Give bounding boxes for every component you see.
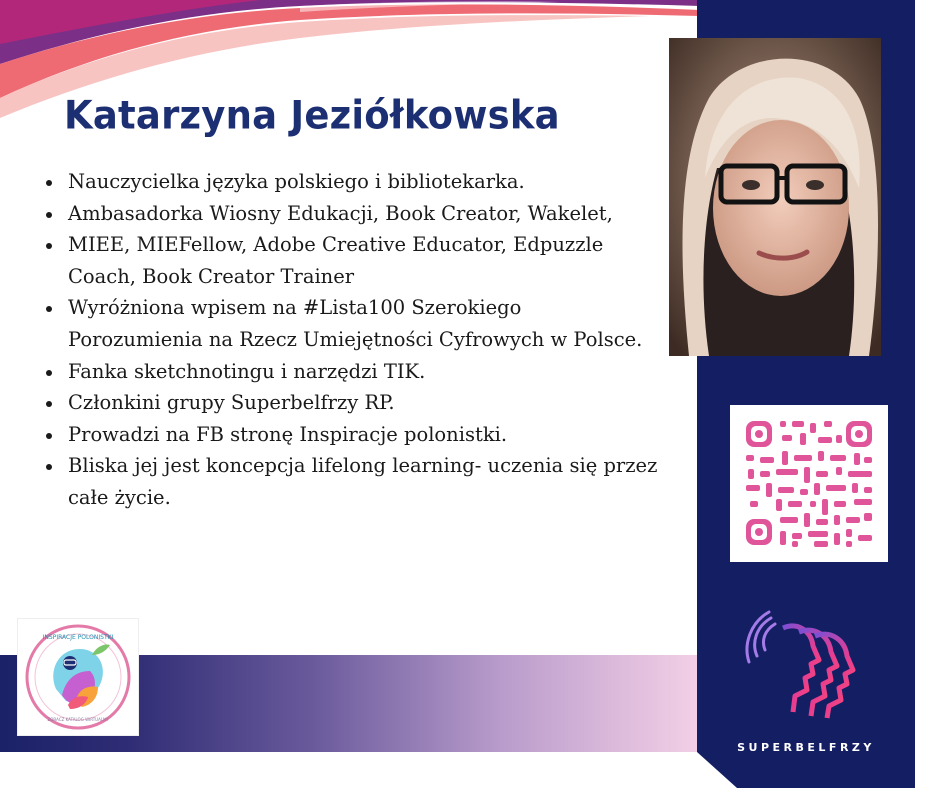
badge-top-text: INSPIRACJE POLONISTKI (42, 634, 114, 641)
bio-bullet: Fanka sketchnotingu i narzędzi TIK. (42, 356, 662, 388)
bio-bullet: Nauczycielka języka polskiego i bibliotekarka. (42, 166, 662, 198)
qr-code[interactable] (730, 405, 888, 562)
bio-bullet: Prowadzi na FB stronę Inspiracje polonistki. (42, 419, 662, 451)
person-name-title: Katarzyna Jeziółkowska (64, 92, 560, 139)
portrait-photo (669, 38, 881, 356)
bio-bullet: Członkini grupy Superbelfrzy RP. (42, 387, 662, 419)
bio-bullet-list (42, 166, 662, 514)
superbelfrzy-faces-logo (745, 610, 865, 720)
brand-name: SUPERBELFRZY (737, 741, 875, 754)
bio-bullet: Ambasadorka Wiosny Edukacji, Book Creator, Wakelet, (42, 198, 662, 230)
panel-corner-cut (697, 752, 737, 788)
inspiracje-polonistki-logo (18, 619, 138, 735)
bio-bullet: Wyróżniona wpisem na #Lista100 Szerokiego Porozumienia na Rzecz Umiejętności Cyfrowych w Polsce. (42, 292, 662, 355)
badge-bottom-text: ZOBACZ KATALOG WIRTUALNY (47, 717, 109, 722)
bio-bullet: Bliska jej jest koncepcja lifelong learning- uczenia się przez całe życie. (42, 450, 662, 513)
bio-bullet: MIEE, MIEFellow, Adobe Creative Educator, Edpuzzle Coach, Book Creator Trainer (42, 229, 662, 292)
